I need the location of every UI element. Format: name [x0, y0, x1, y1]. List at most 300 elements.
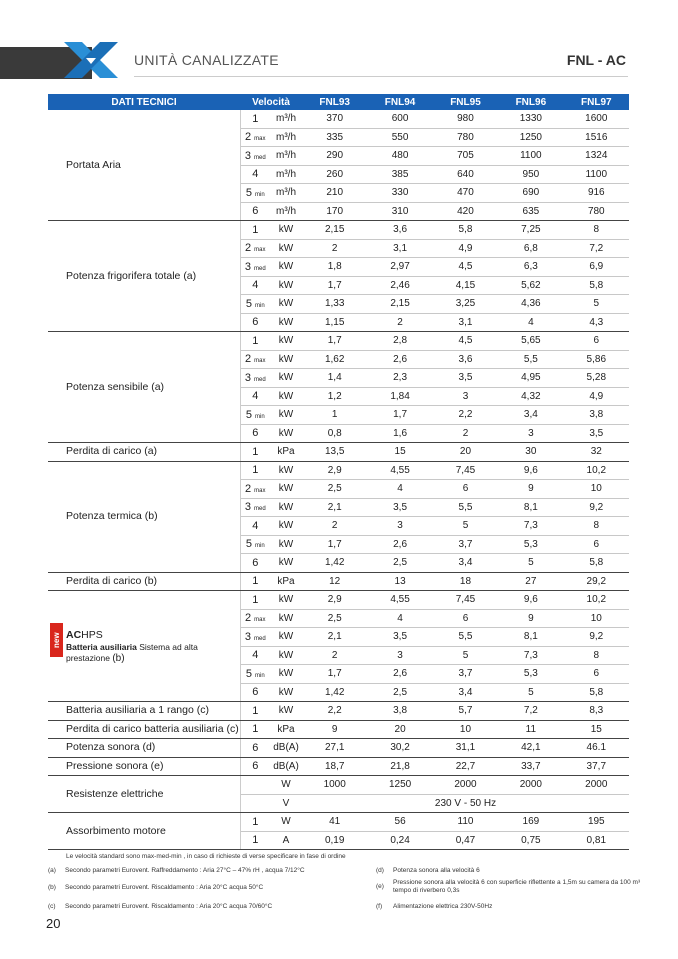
- speed-cell: [240, 757, 270, 776]
- value-cell: 2,2: [433, 406, 498, 425]
- value-cell: 11: [498, 720, 563, 739]
- value-cell: 9: [302, 720, 367, 739]
- value-cell: 310: [367, 202, 432, 221]
- value-cell: 5: [498, 554, 563, 573]
- unit-cell: kPa: [270, 443, 302, 462]
- value-cell: 18: [433, 572, 498, 591]
- unit-cell: kW: [270, 369, 302, 388]
- speed-qualifier: max: [254, 136, 266, 143]
- speed-number: 6: [252, 686, 259, 699]
- value-cell: 2,46: [367, 276, 432, 295]
- value-cell: 1,7: [302, 332, 367, 351]
- header-divider: [134, 76, 628, 77]
- value-cell: 600: [367, 110, 432, 128]
- value-cell: 2,6: [367, 535, 432, 554]
- row-label: Potenza sonora (d): [48, 739, 240, 758]
- unit-cell: kW: [270, 295, 302, 314]
- unit-cell: kW: [270, 480, 302, 499]
- table-row: [48, 443, 629, 462]
- value-cell: 2000: [498, 776, 563, 795]
- speed-qualifier: med: [254, 506, 266, 513]
- value-cell: 1,8: [302, 258, 367, 277]
- speed-cell: [240, 165, 270, 184]
- speed-cell: [240, 110, 270, 128]
- table-row: [48, 461, 629, 480]
- value-cell: 1600: [564, 110, 629, 128]
- unit-cell: kPa: [270, 572, 302, 591]
- speed-cell: [240, 258, 270, 277]
- speed-cell: [240, 406, 270, 425]
- value-cell: 2,2: [302, 702, 367, 721]
- value-cell: 480: [367, 147, 432, 166]
- value-cell: 3,7: [433, 535, 498, 554]
- value-cell: 7,3: [498, 646, 563, 665]
- speed-number: 2: [244, 131, 252, 144]
- value-cell: 5,3: [498, 535, 563, 554]
- speed-number: 3: [244, 630, 251, 643]
- value-cell: 27: [498, 572, 563, 591]
- value-cell: 2,9: [302, 461, 367, 480]
- table-row: [48, 739, 629, 758]
- speed-number: 1: [252, 834, 259, 847]
- value-cell: 3,4: [433, 683, 498, 702]
- speed-qualifier: med: [254, 154, 266, 161]
- unit-cell: kW: [270, 258, 302, 277]
- value-cell: 9,6: [498, 591, 563, 610]
- value-cell: 3,5: [564, 424, 629, 443]
- value-cell: 1,6: [367, 424, 432, 443]
- unit-cell: kW: [270, 517, 302, 536]
- value-cell: 46.1: [564, 739, 629, 758]
- speed-number: 3: [244, 260, 251, 273]
- unit-cell: kW: [270, 406, 302, 425]
- value-cell: 1,7: [302, 276, 367, 295]
- speed-number: 1: [252, 723, 259, 736]
- value-cell: 5: [433, 517, 498, 536]
- unit-cell: W: [270, 813, 302, 832]
- row-label: Perdita di carico batteria ausiliaria (c): [48, 720, 240, 739]
- unit-cell: kW: [270, 424, 302, 443]
- value-cell: 2000: [564, 776, 629, 795]
- speed-cell: [240, 424, 270, 443]
- value-cell: 8: [564, 646, 629, 665]
- new-badge: new: [50, 623, 63, 657]
- value-cell: 22,7: [433, 757, 498, 776]
- value-cell: 4,3: [564, 313, 629, 332]
- speed-qualifier: med: [254, 635, 266, 642]
- value-cell: 1100: [564, 165, 629, 184]
- speed-number: 2: [244, 353, 252, 366]
- unit-cell: A: [270, 831, 302, 850]
- speed-qualifier: med: [254, 265, 266, 272]
- value-cell: 33,7: [498, 757, 563, 776]
- value-cell: 8,3: [564, 702, 629, 721]
- value-cell: 950: [498, 165, 563, 184]
- speed-cell: [240, 794, 270, 813]
- value-cell: 7,45: [433, 461, 498, 480]
- table-row: [48, 702, 629, 721]
- value-cell: 8: [564, 517, 629, 536]
- unit-cell: kW: [270, 554, 302, 573]
- value-cell: 1330: [498, 110, 563, 128]
- value-cell: 56: [367, 813, 432, 832]
- header-fnl93: FNL93: [302, 94, 367, 110]
- speed-qualifier: min: [255, 302, 265, 309]
- speed-number: 5: [245, 667, 252, 680]
- unit-cell: W: [270, 776, 302, 795]
- value-cell: 4: [367, 480, 432, 499]
- speed-cell: [240, 720, 270, 739]
- value-cell: 9,2: [564, 498, 629, 517]
- table-row: [48, 572, 629, 591]
- value-cell: 10: [433, 720, 498, 739]
- unit-cell: kW: [270, 313, 302, 332]
- value-cell: 0,47: [433, 831, 498, 850]
- value-cell: 2: [302, 239, 367, 258]
- achps-title: [66, 629, 240, 642]
- value-cell: 290: [302, 147, 367, 166]
- value-cell: 1250: [367, 776, 432, 795]
- value-cell: 335: [302, 128, 367, 147]
- value-cell: 3,5: [367, 498, 432, 517]
- value-cell: 1,42: [302, 683, 367, 702]
- value-cell: 3,1: [367, 239, 432, 258]
- achps-title-bold: AC: [66, 628, 82, 641]
- table-row: [48, 813, 629, 832]
- speed-cell: [240, 239, 270, 258]
- value-cell: 4: [498, 313, 563, 332]
- speed-number: 3: [244, 501, 251, 514]
- value-cell: 4,9: [564, 387, 629, 406]
- value-cell: 2,9: [302, 591, 367, 610]
- speed-number: 5: [245, 408, 252, 421]
- table-row: [48, 720, 629, 739]
- speed-cell: [240, 831, 270, 850]
- row-label: Perdita di carico (a): [48, 443, 240, 462]
- speed-cell: [240, 202, 270, 221]
- value-cell: 260: [302, 165, 367, 184]
- value-cell: 9,6: [498, 461, 563, 480]
- row-label: Potenza sensibile (a): [48, 332, 240, 443]
- value-cell: 6,8: [498, 239, 563, 258]
- speed-qualifier: max: [254, 487, 266, 494]
- speed-number: 6: [252, 205, 259, 218]
- value-cell: 4,5: [433, 258, 498, 277]
- value-cell: 3,8: [564, 406, 629, 425]
- value-cell: 1,7: [302, 665, 367, 684]
- value-cell: 1,42: [302, 554, 367, 573]
- value-cell: 2,3: [367, 369, 432, 388]
- value-cell: 1,15: [302, 313, 367, 332]
- value-cell: 41: [302, 813, 367, 832]
- achps-subtitle-bold: Batteria ausiliaria: [66, 641, 137, 652]
- value-cell: 20: [367, 720, 432, 739]
- value-cell: 385: [367, 165, 432, 184]
- unit-cell: kW: [270, 387, 302, 406]
- speed-number: 1: [252, 815, 259, 828]
- unit-cell: kW: [270, 239, 302, 258]
- value-cell: 0,8: [302, 424, 367, 443]
- speed-number: 1: [252, 223, 259, 236]
- speed-qualifier: min: [255, 191, 265, 198]
- speed-cell: [240, 665, 270, 684]
- value-cell: 8,1: [498, 498, 563, 517]
- speed-number: 1: [252, 575, 259, 588]
- value-cell: 4,55: [367, 591, 432, 610]
- value-cell: 6: [433, 480, 498, 499]
- unit-cell: kW: [270, 591, 302, 610]
- value-cell: 3,4: [433, 554, 498, 573]
- value-cell: 1100: [498, 147, 563, 166]
- speed-cell: [240, 147, 270, 166]
- table-row: [48, 221, 629, 240]
- unit-cell: V: [270, 794, 302, 813]
- value-cell: 2: [302, 517, 367, 536]
- value-cell: 1250: [498, 128, 563, 147]
- value-cell: 3: [367, 646, 432, 665]
- speed-cell: [240, 646, 270, 665]
- value-cell: 13: [367, 572, 432, 591]
- unit-cell: m³/h: [270, 202, 302, 221]
- speed-number: 5: [245, 297, 252, 310]
- speed-cell: [240, 184, 270, 203]
- value-cell: 370: [302, 110, 367, 128]
- achps-label-block: [52, 628, 240, 664]
- speed-number: 2: [244, 482, 252, 495]
- value-cell: 6: [433, 609, 498, 628]
- value-cell: 37,7: [564, 757, 629, 776]
- unit-cell: kW: [270, 646, 302, 665]
- table-row: [48, 776, 629, 795]
- value-cell: 705: [433, 147, 498, 166]
- value-cell: 4,55: [367, 461, 432, 480]
- unit-cell: kW: [270, 350, 302, 369]
- speed-qualifier: max: [254, 617, 266, 624]
- value-cell: 7,45: [433, 591, 498, 610]
- speed-cell: [240, 443, 270, 462]
- achps-title-rest: HPS: [81, 628, 103, 641]
- value-cell: 4,5: [433, 332, 498, 351]
- value-cell: 10,2: [564, 591, 629, 610]
- speed-number: 2: [244, 612, 252, 625]
- value-cell: 1324: [564, 147, 629, 166]
- value-cell: 27,1: [302, 739, 367, 758]
- value-cell: 42,1: [498, 739, 563, 758]
- value-cell: 6: [564, 535, 629, 554]
- unit-cell: kW: [270, 628, 302, 647]
- speed-cell: [240, 369, 270, 388]
- value-cell: 1,84: [367, 387, 432, 406]
- value-cell: 3,25: [433, 295, 498, 314]
- speed-cell: [240, 517, 270, 536]
- value-cell: 550: [367, 128, 432, 147]
- value-cell: 8: [564, 221, 629, 240]
- value-cell: 780: [564, 202, 629, 221]
- value-cell: 2,6: [367, 350, 432, 369]
- value-cell: 1516: [564, 128, 629, 147]
- achps-subtitle: [66, 642, 240, 664]
- speed-cell: [240, 591, 270, 610]
- value-cell: 420: [433, 202, 498, 221]
- value-cell: 330: [367, 184, 432, 203]
- value-cell: 916: [564, 184, 629, 203]
- value-cell: 210: [302, 184, 367, 203]
- unit-cell: kW: [270, 665, 302, 684]
- value-cell: 4,32: [498, 387, 563, 406]
- page-number: 20: [46, 916, 61, 931]
- value-cell: 1,7: [367, 406, 432, 425]
- value-cell: 5,5: [498, 350, 563, 369]
- header-fnl96: FNL96: [498, 94, 563, 110]
- speed-cell: [240, 480, 270, 499]
- speed-cell: [240, 572, 270, 591]
- speed-number: 2: [244, 242, 252, 255]
- unit-cell: dB(A): [270, 757, 302, 776]
- value-cell: 1: [302, 406, 367, 425]
- value-cell: 15: [564, 720, 629, 739]
- value-cell: 2000: [433, 776, 498, 795]
- value-cell: 3,1: [433, 313, 498, 332]
- unit-cell: kW: [270, 221, 302, 240]
- value-cell: 5: [564, 295, 629, 314]
- value-cell: 6,3: [498, 258, 563, 277]
- value-cell: 3: [367, 517, 432, 536]
- value-cell: 9: [498, 609, 563, 628]
- row-label-achps: [48, 591, 240, 702]
- value-cell: 0,75: [498, 831, 563, 850]
- speed-cell: [240, 628, 270, 647]
- speed-cell: [240, 739, 270, 758]
- value-cell: 15: [367, 443, 432, 462]
- value-cell: 640: [433, 165, 498, 184]
- value-cell: 2,5: [302, 609, 367, 628]
- value-cell: 6,9: [564, 258, 629, 277]
- speed-number: 6: [252, 741, 259, 754]
- value-cell: 5,8: [564, 683, 629, 702]
- speed-number: 6: [252, 760, 259, 773]
- speed-qualifier: max: [254, 247, 266, 254]
- speed-cell: [240, 313, 270, 332]
- unit-cell: m³/h: [270, 147, 302, 166]
- unit-cell: kW: [270, 332, 302, 351]
- speed-cell: [240, 776, 270, 795]
- speed-qualifier: min: [255, 543, 265, 550]
- value-cell: 2,6: [367, 665, 432, 684]
- speed-number: 6: [252, 427, 259, 440]
- value-cell: 1,33: [302, 295, 367, 314]
- value-cell: 3,6: [433, 350, 498, 369]
- value-cell: 0,24: [367, 831, 432, 850]
- x-logo-icon: [60, 38, 122, 82]
- speed-number: 5: [245, 538, 252, 551]
- value-cell: 31,1: [433, 739, 498, 758]
- value-cell: 3,5: [367, 628, 432, 647]
- value-cell: 7,3: [498, 517, 563, 536]
- value-cell: 18,7: [302, 757, 367, 776]
- speed-cell: [240, 535, 270, 554]
- value-cell: 2,1: [302, 628, 367, 647]
- value-cell: 690: [498, 184, 563, 203]
- value-cell: 2: [302, 646, 367, 665]
- footnote-speeds: Le velocità standard sono max-med-min , in caso di richieste di verse specificare in fase di ordine: [66, 853, 346, 860]
- value-cell: 169: [498, 813, 563, 832]
- unit-cell: dB(A): [270, 739, 302, 758]
- value-cell: 170: [302, 202, 367, 221]
- speed-number: 6: [252, 316, 259, 329]
- unit-cell: m³/h: [270, 165, 302, 184]
- value-cell: 230 V - 50 Hz: [302, 794, 629, 813]
- speed-qualifier: max: [254, 358, 266, 365]
- table-row: [48, 757, 629, 776]
- value-cell: 110: [433, 813, 498, 832]
- row-label: Perdita di carico (b): [48, 572, 240, 591]
- value-cell: 10: [564, 609, 629, 628]
- value-cell: 470: [433, 184, 498, 203]
- value-cell: 20: [433, 443, 498, 462]
- unit-cell: kPa: [270, 720, 302, 739]
- value-cell: 4,9: [433, 239, 498, 258]
- value-cell: 4,95: [498, 369, 563, 388]
- speed-cell: [240, 128, 270, 147]
- value-cell: 4,36: [498, 295, 563, 314]
- value-cell: 3,5: [433, 369, 498, 388]
- speed-qualifier: min: [255, 672, 265, 679]
- value-cell: 5,28: [564, 369, 629, 388]
- header-fnl97: FNL97: [564, 94, 629, 110]
- table-row: [48, 110, 629, 128]
- speed-cell: [240, 332, 270, 351]
- value-cell: 2,97: [367, 258, 432, 277]
- value-cell: 0,81: [564, 831, 629, 850]
- row-label: Potenza termica (b): [48, 461, 240, 572]
- speed-cell: [240, 387, 270, 406]
- value-cell: 4,15: [433, 276, 498, 295]
- value-cell: 2,15: [302, 221, 367, 240]
- unit-cell: kW: [270, 683, 302, 702]
- value-cell: 3: [433, 387, 498, 406]
- value-cell: 5,3: [498, 665, 563, 684]
- speed-number: 5: [245, 186, 252, 199]
- row-label: Pressione sonora (e): [48, 757, 240, 776]
- speed-number: 6: [252, 556, 259, 569]
- value-cell: 980: [433, 110, 498, 128]
- unit-cell: m³/h: [270, 184, 302, 203]
- speed-number: 1: [252, 704, 259, 717]
- value-cell: 12: [302, 572, 367, 591]
- speed-cell: [240, 295, 270, 314]
- value-cell: 3,8: [367, 702, 432, 721]
- speed-number: 1: [252, 593, 259, 606]
- value-cell: 2,8: [367, 332, 432, 351]
- unit-cell: kW: [270, 702, 302, 721]
- value-cell: 5: [433, 646, 498, 665]
- speed-qualifier: med: [254, 376, 266, 383]
- value-cell: 3,4: [498, 406, 563, 425]
- value-cell: 6: [564, 332, 629, 351]
- row-label: Portata Aria: [48, 110, 240, 221]
- unit-cell: kW: [270, 535, 302, 554]
- speed-cell: [240, 702, 270, 721]
- value-cell: 1,4: [302, 369, 367, 388]
- section-title: UNITÀ CANALIZZATE: [134, 52, 279, 68]
- table-row: [48, 591, 629, 610]
- value-cell: 7,2: [498, 702, 563, 721]
- value-cell: 5,8: [433, 221, 498, 240]
- speed-number: 3: [244, 371, 251, 384]
- value-cell: 9: [498, 480, 563, 499]
- header-dati-tecnici: DATI TECNICI: [48, 94, 240, 110]
- row-label: Potenza frigorifera totale (a): [48, 221, 240, 332]
